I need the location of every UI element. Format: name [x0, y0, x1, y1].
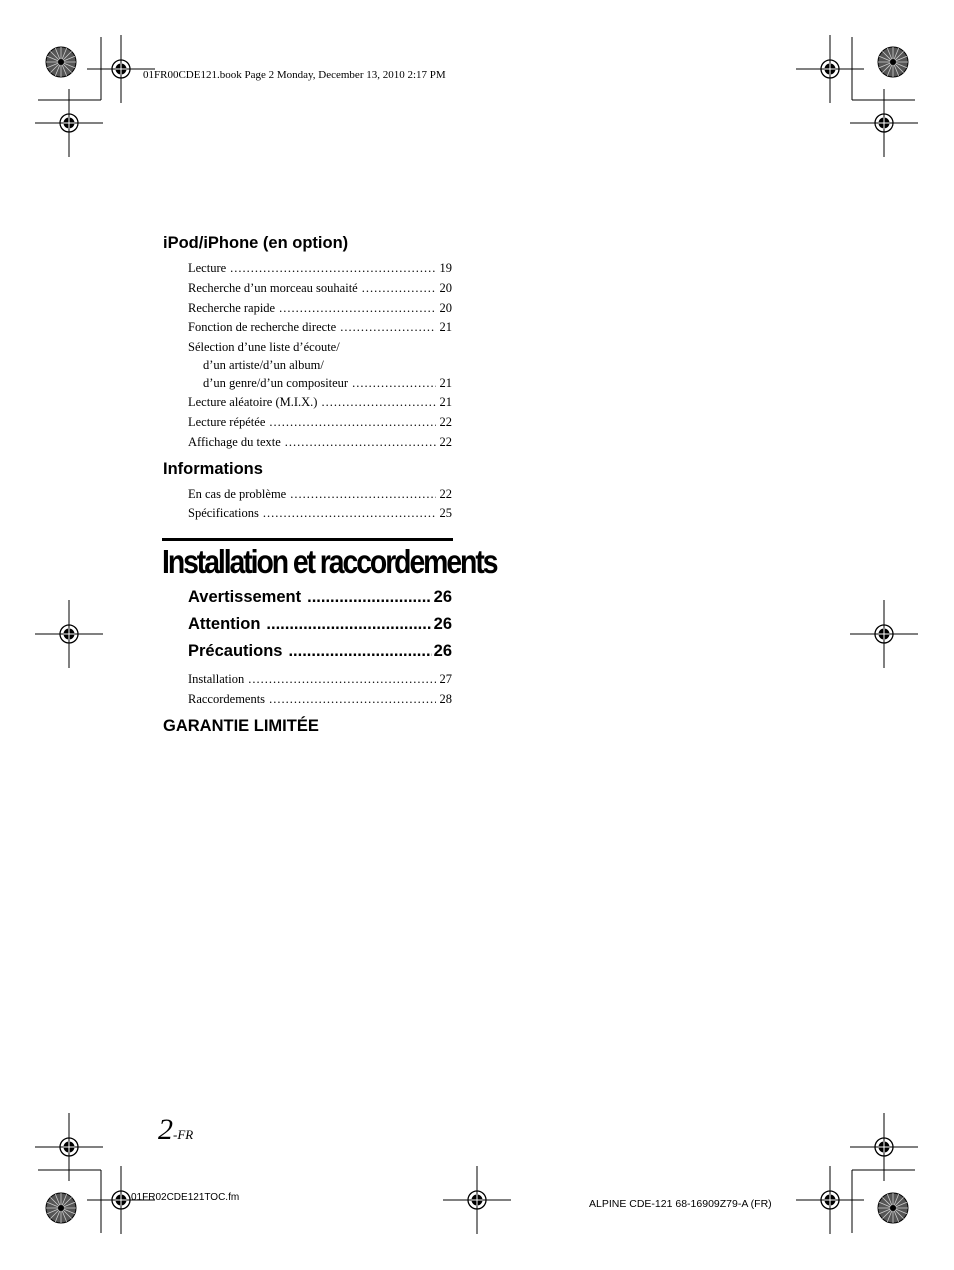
chapter-heading-installation: [162, 538, 497, 581]
footer-file-name: 01FR02CDE121TOC.fm: [131, 1192, 240, 1203]
toc-entry[interactable]: [188, 395, 452, 409]
toc-entry-label: Lecture répétée: [188, 415, 266, 429]
toc-entry[interactable]: [188, 301, 452, 315]
section-title-ipod: iPod/iPhone (en option): [163, 234, 349, 252]
toc-entry-page: 28: [439, 692, 452, 706]
toc-entry-bold[interactable]: [188, 588, 452, 607]
toc-entry-bold[interactable]: [188, 642, 452, 661]
page-number: [158, 1113, 193, 1147]
toc-entry-label: Fonction de recherche directe: [188, 320, 337, 334]
dot-leader: [266, 615, 431, 634]
chapter-heading-text: Installation et raccordements: [162, 543, 497, 580]
section-title-warranty: GARANTIE LIMITÉE: [163, 717, 319, 735]
dot-leader: [362, 281, 436, 295]
toc-entry-label: Installation: [188, 672, 245, 686]
dot-leader: [288, 642, 431, 661]
toc-entry-label: d’un genre/d’un compositeur: [203, 376, 349, 390]
toc-entry-page: 26: [433, 588, 452, 606]
toc-entry[interactable]: [188, 506, 452, 520]
toc-entry-label-line2[interactable]: d’un artiste/d’un album/: [203, 358, 324, 372]
toc-entry[interactable]: [188, 487, 452, 501]
toc-entry-page: 22: [439, 435, 452, 449]
toc-entry-page: 26: [433, 615, 452, 633]
toc-entry-page: 21: [439, 320, 452, 334]
toc-entry[interactable]: [188, 320, 452, 334]
toc-entry-page: 21: [439, 395, 452, 409]
toc-entry-page: 26: [433, 642, 452, 660]
dot-leader: [290, 487, 435, 501]
toc-entry[interactable]: [203, 376, 452, 390]
toc-entry-label: Spécifications: [188, 506, 259, 520]
dot-leader: [279, 301, 435, 315]
toc-entry-page: 22: [439, 415, 452, 429]
toc-entry-page: 27: [439, 672, 452, 686]
toc-entry-label: Lecture aléatoire (M.I.X.): [188, 395, 318, 409]
dot-leader: [230, 261, 435, 275]
dot-leader: [340, 320, 435, 334]
toc-entry-label: Avertissement: [188, 588, 302, 606]
toc-entry[interactable]: [188, 415, 452, 429]
page-number-suffix: -FR: [173, 1127, 194, 1142]
toc-entry-label: Raccordements: [188, 692, 266, 706]
file-info-header: 01FR00CDE121.book Page 2 Monday, December 13, 2010 2:17 PM: [143, 69, 446, 81]
toc-entry-label: En cas de problème: [188, 487, 287, 501]
toc-entry-label: Recherche d’un morceau souhaité: [188, 281, 358, 295]
dot-leader: [263, 506, 436, 520]
toc-entry[interactable]: [188, 435, 452, 449]
toc-entry[interactable]: [188, 281, 452, 295]
toc-entry-page: 22: [439, 487, 452, 501]
toc-entry[interactable]: [188, 261, 452, 275]
toc-entry-page: 25: [439, 506, 452, 520]
toc-entry[interactable]: [188, 692, 452, 706]
dot-leader: [285, 435, 436, 449]
toc-entry-label-line1[interactable]: Sélection d’une liste d’écoute/: [188, 340, 340, 354]
section-title-informations: Informations: [163, 460, 263, 478]
toc-entry-label: Affichage du texte: [188, 435, 281, 449]
toc-entry-bold[interactable]: [188, 615, 452, 634]
dot-leader: [248, 672, 435, 686]
toc-entry-label: Précautions: [188, 642, 283, 660]
dot-leader: [352, 376, 435, 390]
toc-entry[interactable]: [188, 672, 452, 686]
toc-entry-page: 20: [439, 301, 452, 315]
page-number-value: 2: [158, 1113, 173, 1146]
dot-leader: [269, 692, 435, 706]
footer-product-line: ALPINE CDE-121 68-16909Z79-A (FR): [589, 1198, 772, 1210]
toc-entry-label: Attention: [188, 615, 261, 633]
toc-entry-label: Recherche rapide: [188, 301, 276, 315]
toc-entry-page: 19: [439, 261, 452, 275]
dot-leader: [321, 395, 435, 409]
toc-entry-label: Lecture: [188, 261, 227, 275]
toc-entry-page: 21: [439, 376, 452, 390]
dot-leader: [307, 588, 432, 607]
toc-entry-page: 20: [439, 281, 452, 295]
dot-leader: [269, 415, 435, 429]
